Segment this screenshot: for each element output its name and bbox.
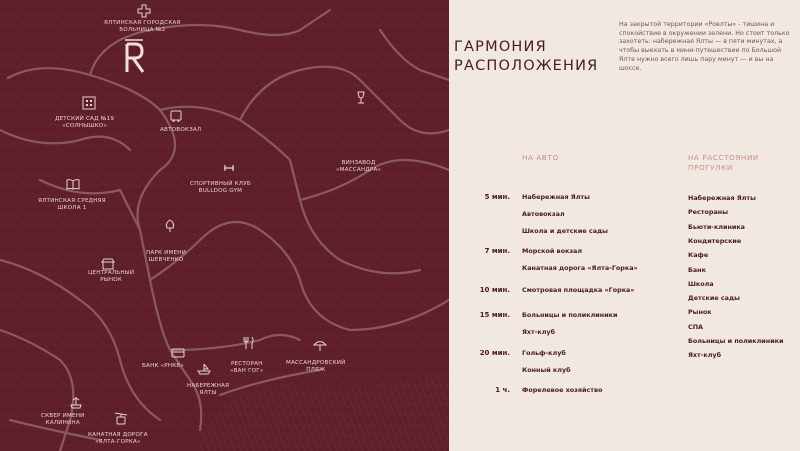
- dumbbell-icon: [222, 161, 236, 175]
- umbrella-icon: [313, 338, 327, 352]
- walk-destination: СПА: [688, 322, 703, 331]
- label-school: ЯЛТИНСКАЯ СРЕДНЯЯ ШКОЛА 1: [38, 198, 106, 211]
- walk-destination: Школа: [688, 279, 714, 288]
- label-hospital: ЯЛТИНСКАЯ ГОРОДСКАЯ БОЛЬНИЦА №2: [104, 20, 181, 33]
- walk-destination: Рынок: [688, 308, 712, 317]
- walk-destination: Кафе: [688, 251, 709, 260]
- car-destination: Форелевое хозяйство: [522, 386, 603, 394]
- label-cable-car: КАНАТНАЯ ДОРОГА «ЯЛТА-ГОРКА»: [88, 432, 148, 445]
- label-square: СКВЕР ИМЕНИ КАЛИНИНА: [41, 413, 85, 426]
- walk-destination: Кондитерские: [688, 236, 742, 245]
- walk-destination: Рестораны: [688, 208, 728, 217]
- car-destination: Морской вокзал: [522, 247, 583, 255]
- walk-destination: Детские сады: [688, 294, 740, 303]
- label-restaurant: РЕСТОРАН «ВАН ГОГ»: [230, 361, 264, 374]
- kindergarten-icon: [82, 96, 96, 110]
- car-column-header: НА АВТО: [522, 153, 559, 162]
- car-time: 10 мин.: [479, 286, 510, 294]
- car-destination: Школа и детские сады: [522, 227, 608, 235]
- car-time: 1 ч.: [495, 386, 510, 394]
- car-destination: Набережная Ялты: [522, 193, 590, 201]
- label-beach: МАССАНДРОВСКИЙ ПЛЯЖ: [286, 360, 346, 373]
- label-embankment: НАБЕРЕЖНАЯ ЯЛТЫ: [187, 383, 230, 396]
- label-kindergarten: ДЕТСКИЙ САД №19 «СОЛНЫШКО»: [55, 116, 115, 129]
- bank-card-icon: [171, 346, 185, 360]
- boat-icon: [197, 362, 211, 376]
- walk-destination: Яхт-клуб: [688, 351, 722, 360]
- bus-icon: [169, 109, 183, 123]
- walk-destination: Набережная Ялты: [688, 194, 756, 202]
- label-sport-club: СПОРТИВНЫЙ КЛУБ BULLDOG GYM: [190, 181, 251, 194]
- car-time: 7 мин.: [484, 247, 510, 255]
- fountain-icon: [69, 395, 83, 409]
- walk-column-header: НА РАССТОЯНИИ ПРОГУЛКИ: [688, 153, 759, 172]
- book-icon: [66, 177, 80, 191]
- walk-destination: Больницы и поликлиники: [688, 337, 784, 345]
- car-time: 5 мин.: [484, 193, 510, 201]
- intro-text: На закрытой территории «Ровлты» - тишина и спокойствие в окружении зелени. Но стоит только захотеть: набережная Ялты — в пяти минутах, а чтобы выехать в мини-путешествие по Большой Ялте нужно всего лишь пару минут — и вы на шоссе.: [619, 21, 790, 72]
- car-time: 15 мин.: [479, 311, 510, 319]
- car-time: 20 мин.: [479, 349, 510, 357]
- label-park: ПАРК ИМЕНИ ШЕВЧЕНКО: [146, 250, 187, 263]
- car-destination: Конный клуб: [522, 366, 571, 374]
- car-destination: Яхт-клуб: [522, 328, 556, 336]
- label-bank: БАНК «РНКБ»: [142, 363, 185, 369]
- car-destination: Гольф-клуб: [522, 349, 566, 357]
- market-icon: [101, 257, 115, 271]
- label-winery: ВИНЗАВОД «МАССАНДРА»: [336, 160, 382, 173]
- walk-destination: Банк: [688, 265, 706, 274]
- car-destination: Больницы и поликлиники: [522, 311, 618, 319]
- car-destination: Канатная дорога «Ялта-Горка»: [522, 264, 638, 272]
- label-market: ЦЕНТРАЛЬНЫЙ РЫНОК: [88, 270, 135, 283]
- winery-icon: [354, 91, 368, 105]
- tree-icon: [163, 219, 177, 233]
- label-bus-station: АВТОВОКЗАЛ: [160, 127, 202, 133]
- car-destination: Смотровая площадка «Горка»: [522, 286, 635, 294]
- page-title: ГАРМОНИЯ РАСПОЛОЖЕНИЯ: [454, 39, 599, 74]
- cutlery-icon: [242, 336, 256, 350]
- walk-destination: Бьюти-клиника: [688, 222, 745, 231]
- cable-car-icon: [114, 411, 128, 425]
- hospital-icon: [137, 4, 151, 18]
- car-destination: Автовокзал: [522, 210, 565, 218]
- logo: [117, 36, 151, 76]
